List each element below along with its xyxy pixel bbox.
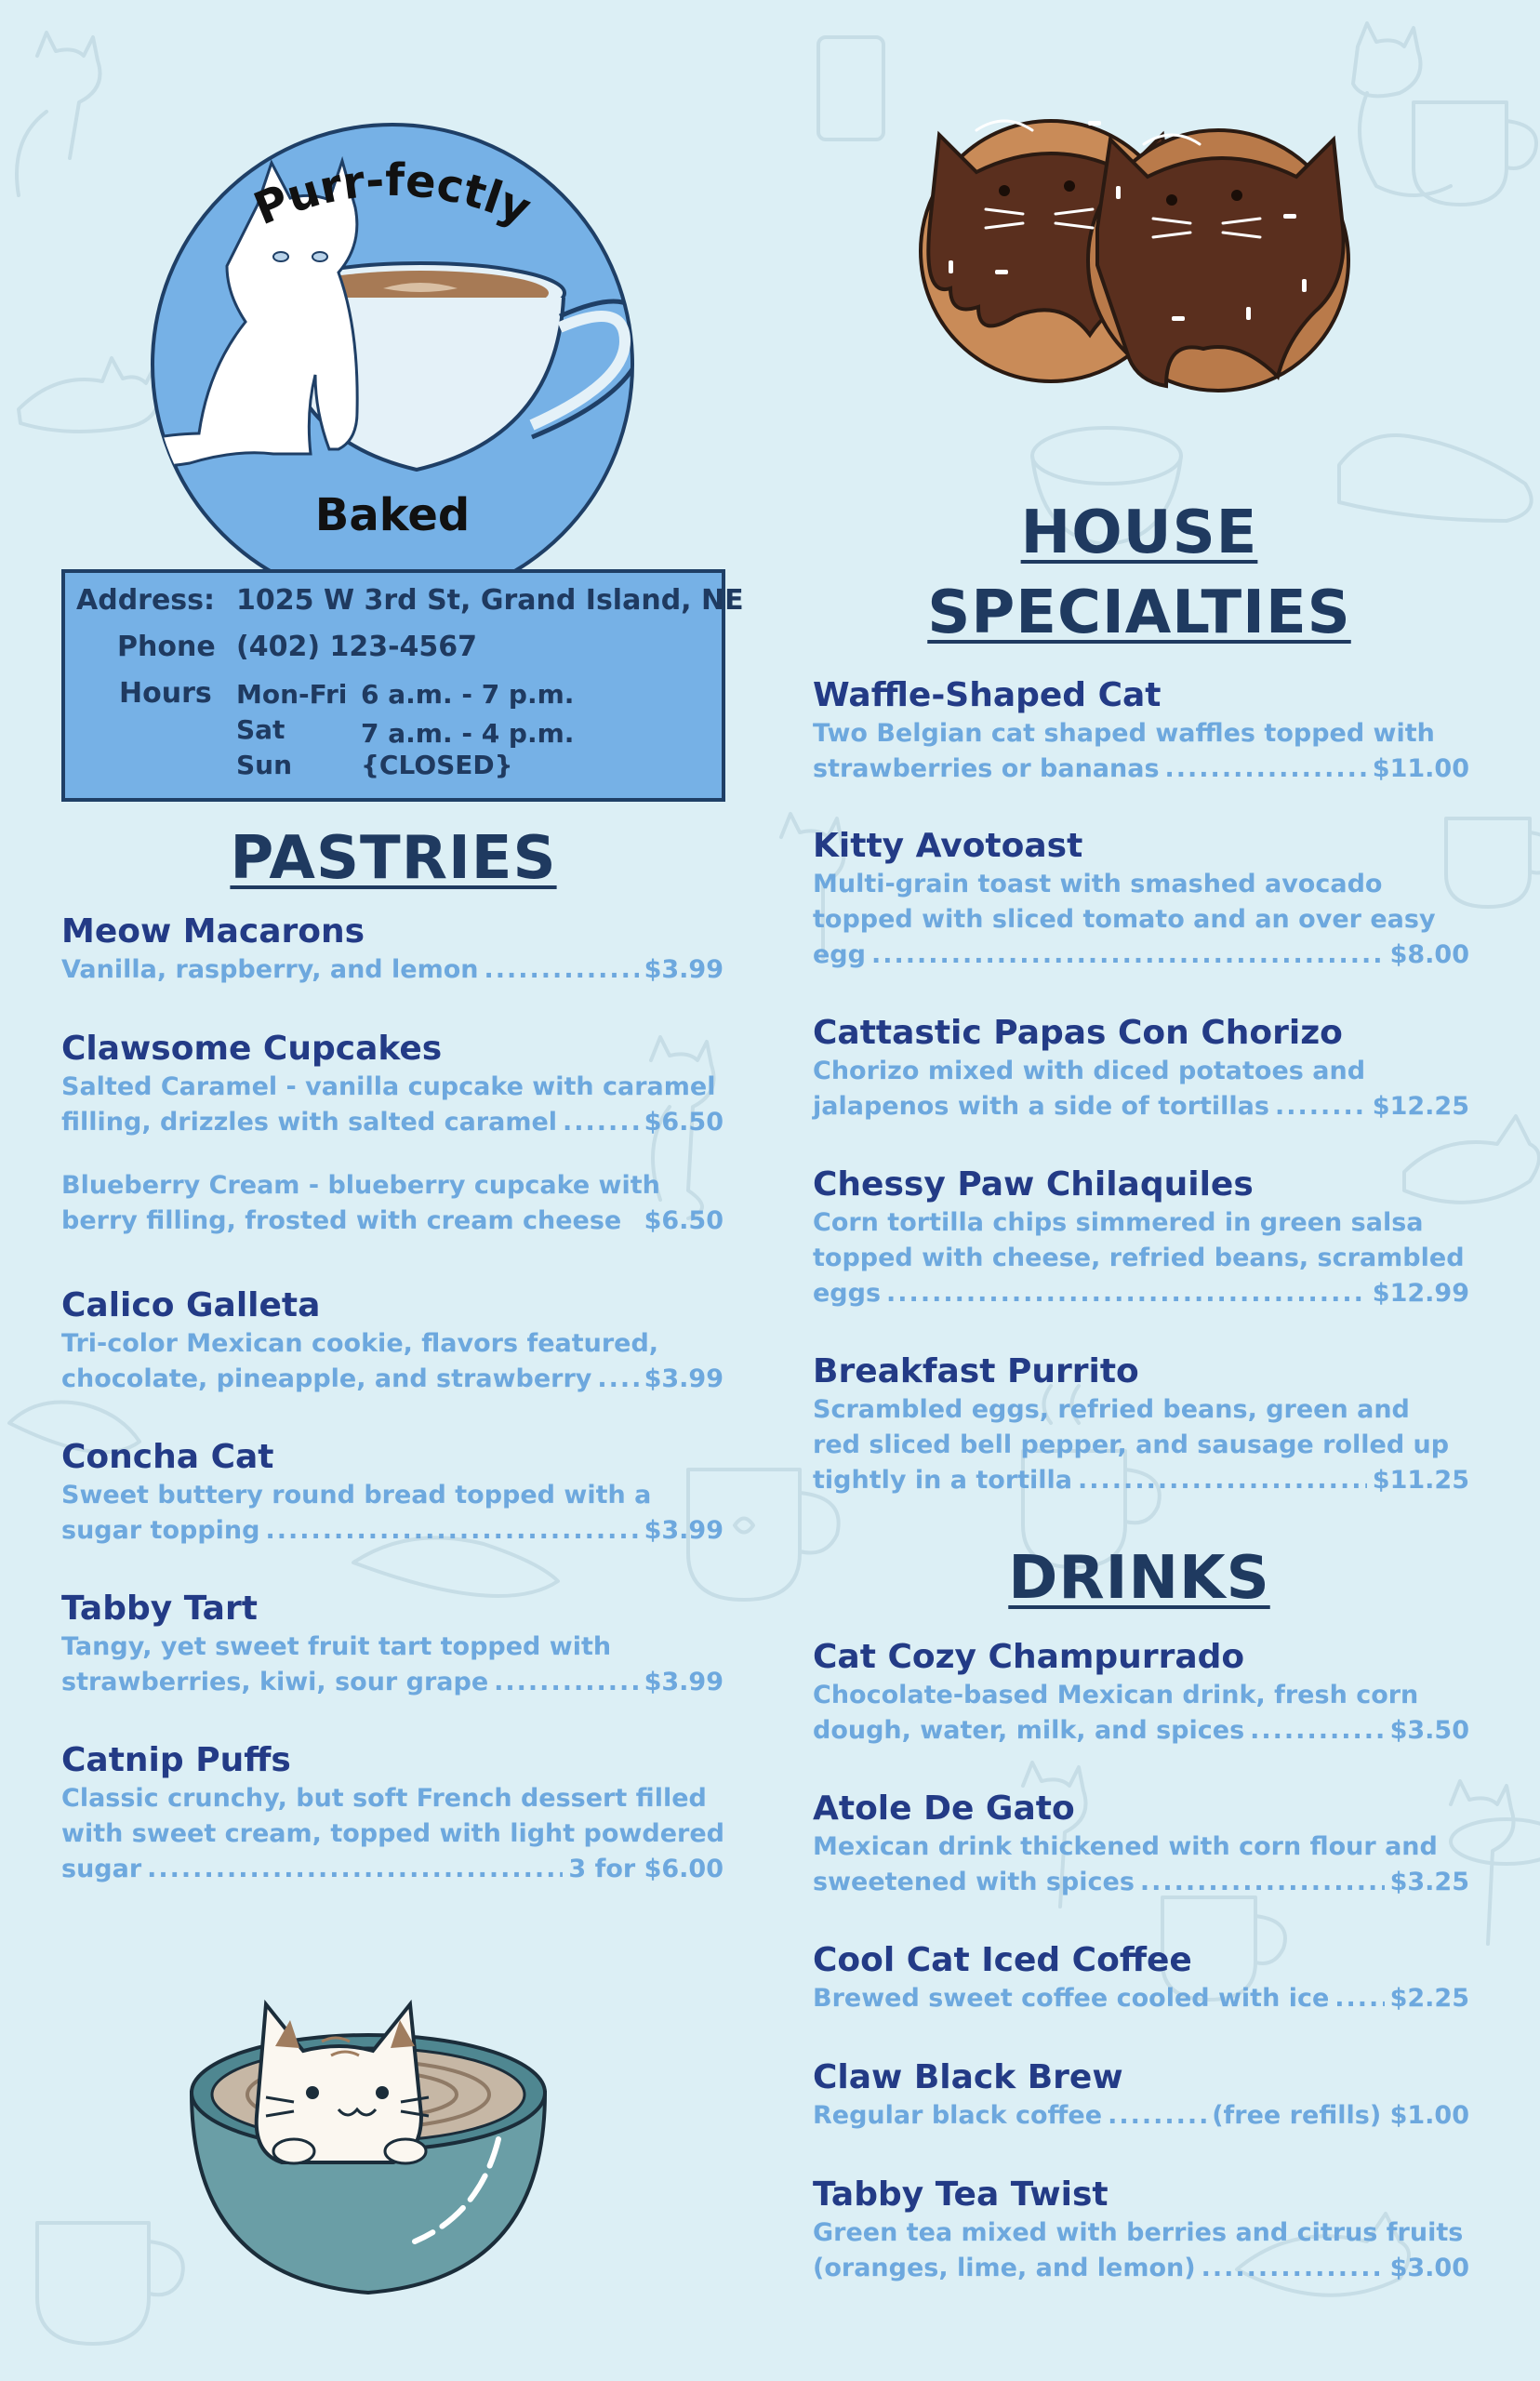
item-desc-line: Sweet buttery round bread topped with a <box>61 1481 652 1510</box>
item-name: Catnip Puffs <box>61 1741 291 1779</box>
hours-time-2: {CLOSED} <box>361 750 513 780</box>
item-price: $8.00 <box>1389 940 1469 969</box>
hours-days-0: Mon-Fri <box>236 679 348 710</box>
address-label: Address: <box>76 584 216 617</box>
item-desc-line: Corn tortilla chips simmered in green salsa <box>813 1208 1424 1237</box>
menu-item-kitty-avotoast <box>813 826 1469 973</box>
item-sub-desc: berry filling, frosted with cream cheese <box>61 1206 622 1235</box>
menu-item-calico-galleta <box>61 1285 724 1397</box>
specialties-title <box>818 493 1460 653</box>
cat-donuts-icon <box>893 74 1376 428</box>
item-desc: sweetened with spices <box>813 1868 1135 1896</box>
item-name: Meow Macarons <box>61 912 365 951</box>
menu-item-claw-black-brew <box>813 2057 1469 2134</box>
item-price: $3.50 <box>1389 1716 1469 1745</box>
item-desc: Regular black coffee <box>813 2101 1103 2130</box>
item-price: $3.99 <box>644 955 724 984</box>
item-desc: sugar topping <box>61 1516 260 1545</box>
hours-days-2: Sun <box>236 750 293 780</box>
item-desc-line: Salted Caramel - vanilla cupcake with caramel <box>61 1072 716 1101</box>
item-name: Cool Cat Iced Coffee <box>813 1941 1192 1979</box>
brand-name-bottom: Baked <box>314 489 471 541</box>
menu-item-tabby-tart <box>61 1589 724 1700</box>
item-desc-line: Mexican drink thickened with corn flour and <box>813 1832 1438 1861</box>
address-value: 1025 W 3rd St, Grand Island, NE <box>236 584 744 617</box>
item-desc: (oranges, lime, and lemon) <box>813 2254 1196 2282</box>
hours-time-1: 7 a.m. - 4 p.m. <box>361 718 575 749</box>
item-price: $3.99 <box>644 1668 724 1696</box>
item-name: Calico Galleta <box>61 1286 321 1324</box>
item-desc: tightly in a tortilla <box>813 1466 1073 1495</box>
item-name: Concha Cat <box>61 1438 274 1476</box>
item-desc-line: topped with sliced tomato and an over easy <box>813 905 1436 934</box>
specialties-title-line1: HOUSE <box>1020 499 1258 567</box>
pastries-title: PASTRIES <box>230 824 557 893</box>
hours-time-0: 6 a.m. - 7 p.m. <box>361 679 575 710</box>
drinks-title: DRINKS <box>1008 1544 1270 1613</box>
item-desc-line: topped with cheese, refried beans, scrambled <box>813 1244 1465 1272</box>
menu-item-waffle-shaped-cat <box>813 675 1469 787</box>
item-desc-line: Classic crunchy, but soft French dessert filled <box>61 1784 707 1813</box>
item-price: 3 for $6.00 <box>568 1855 724 1883</box>
item-desc-line: Tangy, yet sweet fruit tart topped with <box>61 1632 612 1661</box>
item-desc-line: red sliced bell pepper, and sausage rolled up <box>813 1430 1450 1459</box>
item-desc: sugar <box>61 1855 142 1883</box>
cat-latte-bowl-icon <box>182 1953 554 2307</box>
item-desc: egg <box>813 940 866 969</box>
menu-item-cat-cozy-champurrado <box>813 1637 1469 1749</box>
item-price: $11.00 <box>1372 754 1469 783</box>
item-desc-line: with sweet cream, topped with light powdered <box>61 1819 724 1848</box>
item-desc: filling, drizzles with salted caramel <box>61 1108 558 1137</box>
item-price: $3.25 <box>1389 1868 1469 1896</box>
item-sub-desc-line: Blueberry Cream - blueberry cupcake with <box>61 1171 660 1200</box>
item-sub-price: $6.50 <box>644 1206 724 1235</box>
menu-item-atole-de-gato <box>813 1789 1469 1900</box>
donuts-illustration <box>893 74 1376 428</box>
menu-item-cattastic-papas <box>813 1013 1469 1124</box>
cat-coffee-logo-icon <box>104 121 681 586</box>
item-name: Kitty Avotoast <box>813 827 1083 865</box>
item-price: $3.00 <box>1389 2254 1469 2282</box>
item-price: $3.99 <box>644 1364 724 1393</box>
item-name: Atole De Gato <box>813 1789 1075 1828</box>
item-name: Cat Cozy Champurrado <box>813 1638 1245 1676</box>
hours-label: Hours <box>119 677 212 710</box>
item-name: Chessy Paw Chilaquiles <box>813 1165 1254 1204</box>
hours-days-1: Sat <box>236 714 285 745</box>
item-price: $11.25 <box>1372 1466 1469 1495</box>
info-box <box>61 569 744 802</box>
item-desc: dough, water, milk, and spices <box>813 1716 1245 1745</box>
item-desc: eggs <box>813 1279 882 1308</box>
item-name: Claw Black Brew <box>813 2058 1123 2096</box>
item-desc: strawberries, kiwi, sour grape <box>61 1668 489 1696</box>
item-name: Breakfast Purrito <box>813 1352 1139 1390</box>
menu-item-breakfast-purrito <box>813 1351 1469 1498</box>
item-desc: chocolate, pineapple, and strawberry <box>61 1364 592 1393</box>
menu-item-concha-cat <box>61 1437 724 1549</box>
item-desc-line: Multi-grain toast with smashed avocado <box>813 870 1383 898</box>
item-price: $12.99 <box>1372 1279 1469 1308</box>
item-desc: Brewed sweet coffee cooled with ice <box>813 1984 1330 2013</box>
item-name: Waffle-Shaped Cat <box>813 676 1162 714</box>
menu-item-cool-cat-iced-coffee <box>813 1940 1469 2016</box>
item-price: $6.50 <box>644 1108 724 1137</box>
item-desc-line: Green tea mixed with berries and citrus fruits <box>813 2218 1464 2247</box>
menu-item-clawsome-cupcakes <box>61 1029 724 1239</box>
item-desc: Vanilla, raspberry, and lemon <box>61 955 479 984</box>
item-price: $3.99 <box>644 1516 724 1545</box>
specialties-title-line2: SPECIALTIES <box>927 579 1351 647</box>
phone-value: (402) 123-4567 <box>236 631 478 663</box>
item-price: $12.25 <box>1372 1092 1469 1121</box>
item-desc-line: Two Belgian cat shaped waffles topped with <box>813 719 1435 748</box>
item-desc: strawberries or bananas <box>813 754 1160 783</box>
item-desc-line: Tri-color Mexican cookie, flavors featured, <box>61 1329 659 1358</box>
item-name: Clawsome Cupcakes <box>61 1030 443 1068</box>
item-desc-line: Scrambled eggs, refried beans, green and <box>813 1395 1410 1424</box>
item-name: Tabby Tea Twist <box>813 2175 1109 2214</box>
menu-item-chessy-paw-chilaquiles <box>813 1164 1469 1311</box>
item-price: $2.25 <box>1389 1984 1469 2013</box>
latte-illustration <box>182 1953 554 2307</box>
item-name: Tabby Tart <box>61 1590 258 1628</box>
item-price: (free refills) $1.00 <box>1212 2101 1469 2130</box>
item-desc-line: Chocolate-based Mexican drink, fresh corn <box>813 1681 1419 1709</box>
item-name: Cattastic Papas Con Chorizo <box>813 1014 1343 1052</box>
menu-item-tabby-tea-twist <box>813 2175 1469 2286</box>
phone-label: Phone <box>117 631 216 663</box>
menu-item-catnip-puffs <box>61 1740 724 1887</box>
menu-item-meow-macarons <box>61 911 724 988</box>
item-desc-line: Chorizo mixed with diced potatoes and <box>813 1057 1366 1085</box>
logo <box>104 121 681 586</box>
item-desc: jalapenos with a side of tortillas <box>813 1092 1269 1121</box>
brand-name-top: Purr-fectly <box>246 153 538 236</box>
